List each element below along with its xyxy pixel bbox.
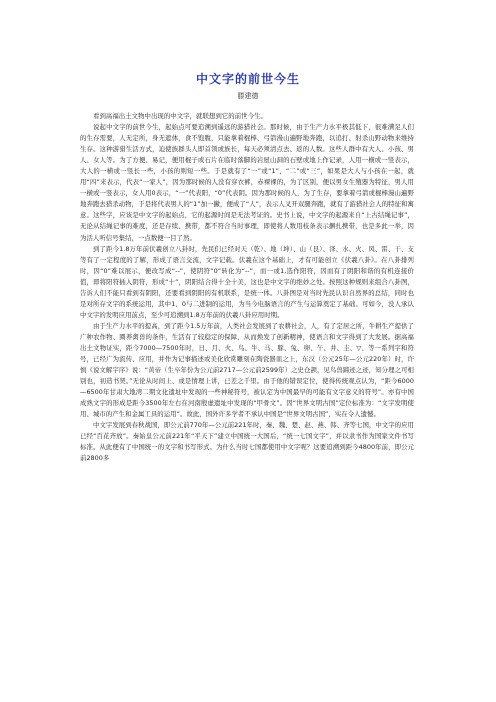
document-body [80, 111, 414, 465]
paragraph: 由于生产力水平的提高，到了距今1.5万年前，人类社会发展到了农耕社会，人，有了定居之所，牛耕生产提供了广种农作物、圈养禽兽的条件，生活有了较稳定的保障，从而焕发了创新精神，使语言和文字得到了大发展。据高福出土文物证实，距今7000—7500年时，日、月、火、鸟、牛、马、豚、兔、卵、午、井、圭、▽、等一系列字和符号，已经广为流传、应用，并作为记事描述或美化欣赏雕刻在陶瓷器皿之上，东汉（公元25年—公元220年）时，许慎《说文解字序》说：“黄帝（生卒年份为公元前2717—公元前2599年）之史仓颉，见鸟兽蹄迹之迹，知分理之可相别也，初造书契。”无论从时间上、或是情理上讲，已差之千里。由于他的错误定位，使得传统观点认为，“距今6000—6500年甘肃大地湾二期文化遗址中发现的一些神秘符号，被认定为中国最早的可能有文字意义的符号”。亦有中国成熟文字的形成是距今3500年左右在河南殷虚遗址中发现的“甲骨文”。因“世界文明古国”定位标准为：“文字发明使用、城市的产生和金属工具的运用”。故此，国外许多学者不承认中国是“世界文明古国”，实在令人遗憾。 [80, 321, 414, 419]
paragraph: 看到高福出土文物中出现的中文字，就联想到它的前世今生。 [93, 112, 267, 120]
paragraph: 中文字发展到春秋战国，即公元前770年—公元前221年时，秦、魏、楚、赵、燕、韩、齐等七国，中文字的应用已经“百花齐放”。秦始皇公元前221年“平天下”建立中国统一大国后，“统一七国文字”，并以隶书作为国家文件书写标准。从此便有了中国统一的文字和书写形式。为什么当时七国都使用中文字呢？这要追溯到距今4800年前，即公元前2800多 [80, 421, 414, 463]
paragraph: 到了距今1.8万年前伏羲创立八卦时，先民们已经对天（乾）、地（坤）、山（艮）、泽、水、火、风、雷、干、支等有了一定程度的了解，形成了语言交流，文字记载。伏羲在这个基础上，才有可能创立《伏羲八卦》。在八卦排列时，因“0”难以展示，便改写成“--”，使阴符“0”转化为“--”，而一或1,选作阳符，因而有了阴阳和谐的有机连接价值，即将阳符插入阴符，形成“十”，阴阳结合得十全十美，这也是中文字的绝妙之处。按照这种规则来组合八卦图，告诉人们不能只看到有阴阳，还要看到阴阳的有机联系，是统一体。八卦图是对当时先民认识自然界的总结，同时也是对所存文字的系统运用，其中1、0与二进制的运用，为当今电脑语言的产生与运算奠定了基础。可如今，没人承认中文字的发明应用前点，至少可追溯到1.8万年前的伏羲八卦应用时期。 [80, 244, 414, 319]
paragraph: 说起中文字的前世今生，起始点可要追溯到遥远的游猎社会。那时候，由于生产力水平极其低下，很难满足人们的生存需要，人无定所，身无遮体，食不饱腹，只能拿着棍棒、弓箭漫山遍野地奔跑，以追打、射杀山野动物来维持生存。这种游猎生活方式，迫使族群头人即首领或族长，每天必须清点去、返的人数。这些人群中有大人、小孩、男人、女人等。为了方便、易记，便用棍子或石片在临时落脚的岩屋山洞的石壁或地上作记录，人用一横或一竖表示，大人的一横或一竖长一些，小孩的则短一些。于是就有了“一”或“1”，“二”或“三”，如果是大人与小孩在一起，就用“四”来表示，代表“一家人”，因为那时候的人没有穿衣裤，赤裸裸的，为了区别，便以男女生殖器为特征，男人用一横或一竖表示，女人用0表示，“一”代表阳，“0”代表阴。因为那时候的人，为了生存，要拿着弓箭或棍棒漫山遍野地奔跑去猎杀动物，于是将代表男人的“1”加一撇，便成了“人”，表示人叉开双腿奔跑，就有了游猎社会人的特征和寓意。这些字，应该是中文字的起始点，它的起源时间是无法考证的。史书上说，中文字的起源来自“上古结绳记事”，无论从结绳记事的难度，还是存续、携带，都不符合当时事理，即使将人数用枝条表示捆扎携带，也是多此一举，因为活人听信号集结，一点数便一目了然。 [80, 123, 414, 242]
document-author: 滕建德 [237, 92, 259, 100]
document-title: 中文字的前世今生 [195, 72, 300, 86]
